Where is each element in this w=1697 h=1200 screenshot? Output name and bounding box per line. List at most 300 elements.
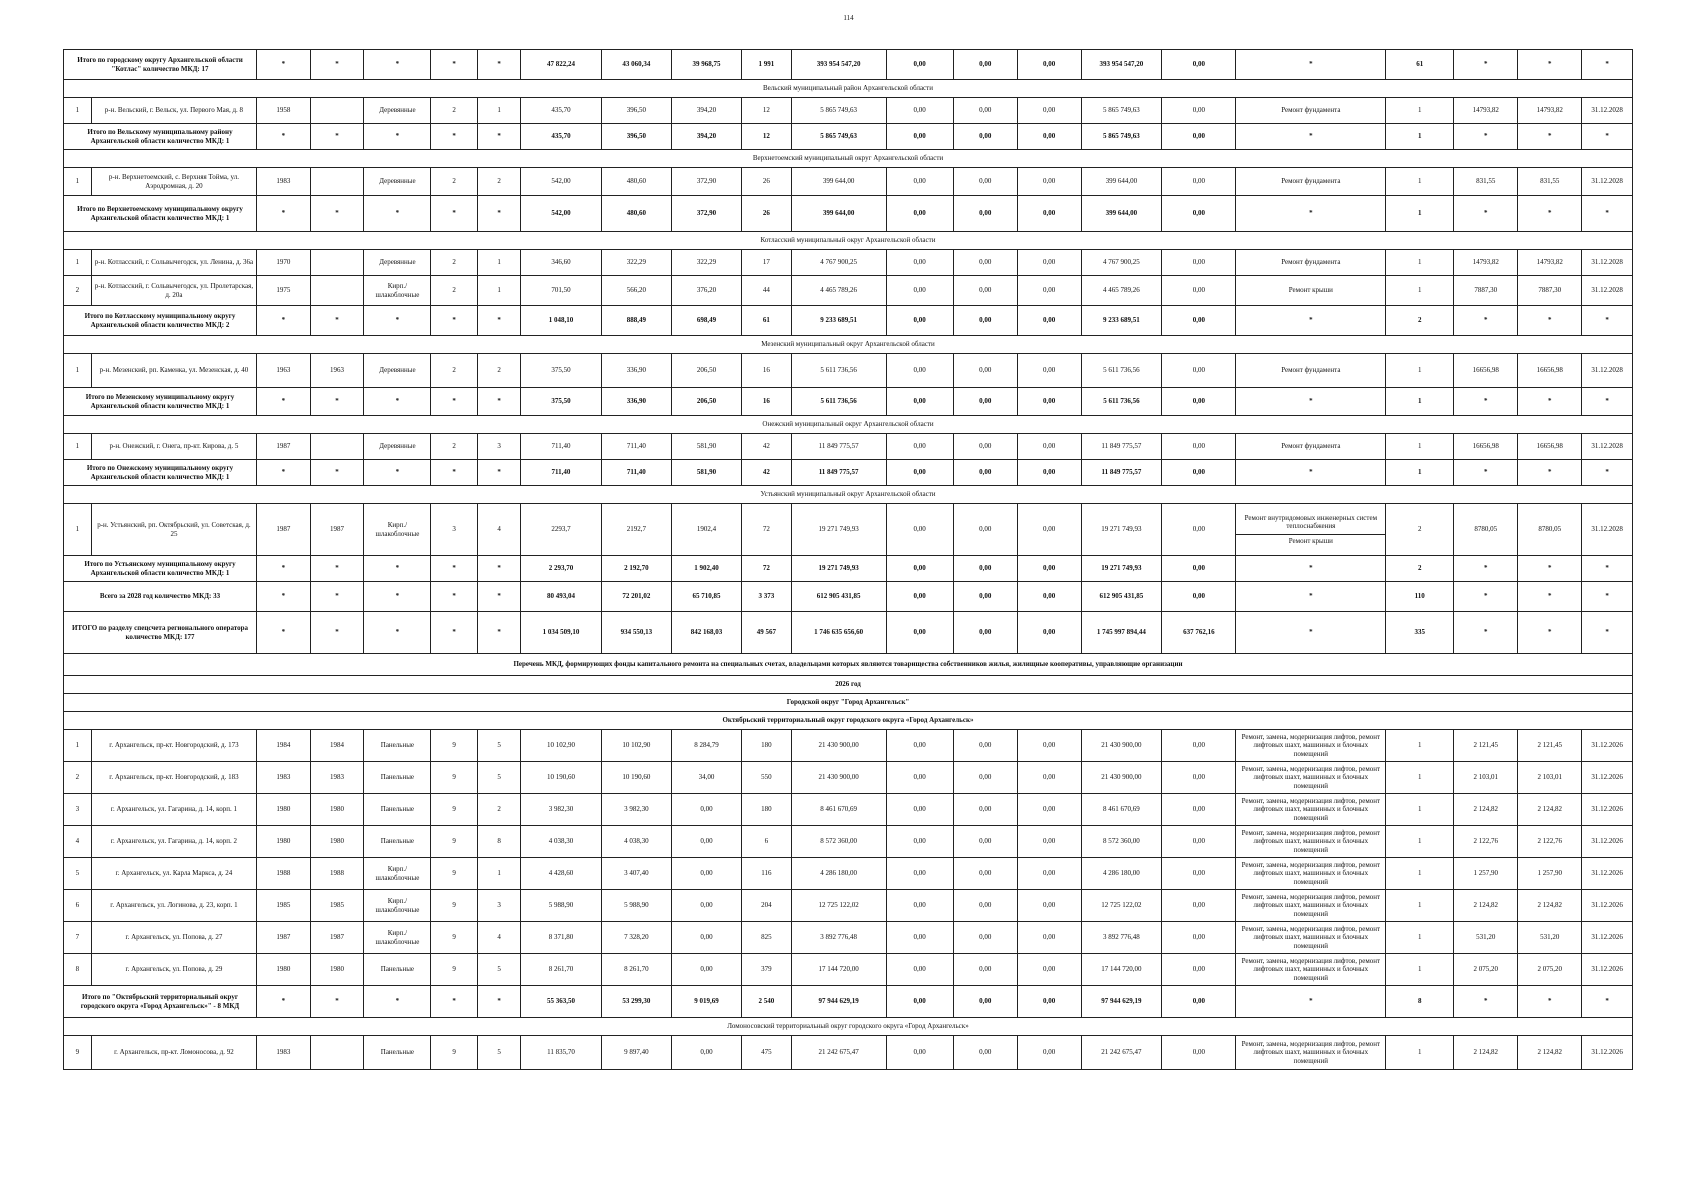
cell: *	[1582, 460, 1633, 486]
cell: 1980	[257, 954, 311, 986]
cell: 1 257,90	[1454, 858, 1518, 890]
cell: 322,29	[601, 250, 671, 276]
cell: *	[310, 388, 364, 416]
section-header	[64, 654, 1633, 676]
table-row	[64, 98, 1633, 124]
cell: 4 038,30	[521, 826, 602, 858]
cell: 825	[742, 922, 792, 954]
cell: 2 075,20	[1454, 954, 1518, 986]
section-header	[64, 336, 1633, 354]
cell: 206,50	[671, 354, 741, 388]
cell: 1983	[257, 168, 311, 196]
cell: 2 124,82	[1454, 794, 1518, 826]
cell: 31.12.2028	[1582, 504, 1633, 556]
cell: 6	[742, 826, 792, 858]
section-title: Котласский муниципальный округ Архангельской области	[64, 232, 1633, 250]
cell: 6	[64, 890, 92, 922]
cell: *	[1518, 612, 1582, 654]
cell: 1	[1386, 434, 1454, 460]
address-cell: р-н. Устьянский, рп. Октябрьский, ул. Советская, д. 25	[91, 504, 256, 556]
cell: 0,00	[886, 1036, 953, 1070]
cell: 9	[431, 890, 477, 922]
cell: 8	[64, 954, 92, 986]
cell: 2	[1386, 504, 1454, 556]
cell: *	[310, 306, 364, 336]
work-cell: Ремонт, замена, модернизация лифтов, ремонт лифтовых шахт, машинных и блочных помещений	[1236, 890, 1386, 922]
cell: 2 103,01	[1454, 762, 1518, 794]
table-row	[64, 794, 1633, 826]
cell: 2	[477, 354, 520, 388]
cell: Панельные	[364, 794, 431, 826]
cell: 0,00	[953, 730, 1017, 762]
cell: *	[1454, 124, 1518, 150]
cell: *	[257, 986, 311, 1018]
address-cell: г. Архангельск, ул. Логинова, д. 23, корп. 1	[91, 890, 256, 922]
work-cell: Ремонт, замена, модернизация лифтов, ремонт лифтовых шахт, машинных и блочных помещений	[1236, 730, 1386, 762]
cell: 3 982,30	[521, 794, 602, 826]
cell: 322,29	[671, 250, 741, 276]
cell: 4 428,60	[521, 858, 602, 890]
cell: 21 242 675,47	[1081, 1036, 1162, 1070]
cell: 43 060,34	[601, 50, 671, 80]
section-header	[64, 712, 1633, 730]
total-row	[64, 196, 1633, 232]
cell: 375,50	[521, 354, 602, 388]
cell: 2	[1386, 306, 1454, 336]
cell: *	[431, 460, 477, 486]
table-row	[64, 954, 1633, 986]
cell: 5 988,90	[521, 890, 602, 922]
cell: 19 271 749,93	[1081, 504, 1162, 556]
cell: 0,00	[953, 50, 1017, 80]
cell: 1	[1386, 890, 1454, 922]
cell: 1902,4	[671, 504, 741, 556]
cell: 0,00	[953, 556, 1017, 582]
cell: 39 968,75	[671, 50, 741, 80]
cell: 5	[64, 858, 92, 890]
cell: 11 849 775,57	[1081, 434, 1162, 460]
cell: 5 611 736,56	[1081, 354, 1162, 388]
cell: 0,00	[1162, 504, 1236, 556]
cell: *	[1518, 388, 1582, 416]
cell: *	[1236, 612, 1386, 654]
cell: 542,00	[521, 196, 602, 232]
cell: 0,00	[1017, 196, 1081, 232]
work-cell: Ремонт фундамента	[1236, 250, 1386, 276]
cell: 65 710,85	[671, 582, 741, 612]
section-title: Онежский муниципальный округ Архангельской области	[64, 416, 1633, 434]
cell: 0,00	[1017, 250, 1081, 276]
cell: 0,00	[1162, 250, 1236, 276]
cell: 1988	[310, 858, 364, 890]
cell: 1	[1386, 98, 1454, 124]
cell: 16	[742, 388, 792, 416]
capital-repair-register-table	[63, 49, 1633, 1070]
cell: *	[1236, 388, 1386, 416]
cell: 1984	[257, 730, 311, 762]
address-cell: р-н. Мезенский, рп. Каменка, ул. Мезенская, д. 40	[91, 354, 256, 388]
cell: *	[431, 196, 477, 232]
cell: *	[310, 582, 364, 612]
cell: Кирп./ шлакоблочные	[364, 858, 431, 890]
cell: 711,40	[521, 460, 602, 486]
cell: 16656,98	[1518, 354, 1582, 388]
table-row	[64, 168, 1633, 196]
cell: *	[431, 582, 477, 612]
cell: 4 767 900,25	[791, 250, 886, 276]
table-row	[64, 504, 1633, 556]
cell: *	[477, 124, 520, 150]
total-row	[64, 556, 1633, 582]
cell: 5 611 736,56	[791, 388, 886, 416]
cell: *	[477, 306, 520, 336]
cell: 0,00	[1162, 794, 1236, 826]
cell: 10 102,90	[601, 730, 671, 762]
work-cell: Ремонт, замена, модернизация лифтов, ремонт лифтовых шахт, машинных и блочных помещений	[1236, 858, 1386, 890]
section-header	[64, 416, 1633, 434]
cell: 711,40	[601, 434, 671, 460]
cell: 888,49	[601, 306, 671, 336]
cell: 0,00	[953, 612, 1017, 654]
cell: 12 725 122,02	[791, 890, 886, 922]
table-row	[64, 354, 1633, 388]
cell: 1 034 509,10	[521, 612, 602, 654]
cell: 1987	[257, 922, 311, 954]
cell: 8780,05	[1454, 504, 1518, 556]
cell: 480,60	[601, 168, 671, 196]
cell: 26	[742, 196, 792, 232]
cell: 11 849 775,57	[1081, 460, 1162, 486]
cell: *	[477, 388, 520, 416]
cell: 0,00	[1162, 556, 1236, 582]
cell: 0,00	[1162, 460, 1236, 486]
cell: 0,00	[1017, 922, 1081, 954]
cell: 14793,82	[1454, 250, 1518, 276]
cell: 0,00	[1017, 460, 1081, 486]
cell: 3 407,40	[601, 858, 671, 890]
cell: *	[431, 556, 477, 582]
cell: 0,00	[1017, 434, 1081, 460]
cell: Панельные	[364, 1036, 431, 1070]
cell: 97 944 629,19	[1081, 986, 1162, 1018]
work-cell: Ремонт фундамента	[1236, 354, 1386, 388]
cell: 1	[64, 354, 92, 388]
cell: 11 849 775,57	[791, 434, 886, 460]
cell: *	[1518, 556, 1582, 582]
cell: 0,00	[1017, 98, 1081, 124]
cell: 3 892 776,48	[791, 922, 886, 954]
cell: 2	[477, 794, 520, 826]
cell: 1	[1386, 460, 1454, 486]
cell: 1985	[310, 890, 364, 922]
cell: 0,00	[953, 434, 1017, 460]
cell: 2 124,82	[1454, 1036, 1518, 1070]
cell: 0,00	[1017, 612, 1081, 654]
cell: *	[431, 124, 477, 150]
cell: *	[1582, 986, 1633, 1018]
cell: 2	[64, 276, 92, 306]
section-title: Перечень МКД, формирующих фонды капитального ремонта на специальных счетах, владельцами которых являются товарищества собственников жилья, жилищные кооперативы, управляющие организации	[64, 654, 1633, 676]
cell: 9	[431, 762, 477, 794]
cell: 1	[1386, 354, 1454, 388]
cell: 21 430 900,00	[791, 762, 886, 794]
total-row	[64, 460, 1633, 486]
cell: 1975	[257, 276, 311, 306]
cell	[310, 434, 364, 460]
cell: *	[477, 556, 520, 582]
cell: 0,00	[886, 460, 953, 486]
cell: *	[310, 460, 364, 486]
cell: 542,00	[521, 168, 602, 196]
cell: *	[1236, 306, 1386, 336]
cell: *	[257, 50, 311, 80]
cell: *	[364, 612, 431, 654]
cell: 8 461 670,69	[791, 794, 886, 826]
cell: 31.12.2026	[1582, 890, 1633, 922]
table-row	[64, 276, 1633, 306]
cell: 0,00	[886, 276, 953, 306]
cell: 0,00	[886, 762, 953, 794]
cell: 42	[742, 460, 792, 486]
cell: 1 257,90	[1518, 858, 1582, 890]
cell: 0,00	[886, 306, 953, 336]
cell: 396,50	[601, 124, 671, 150]
cell: 0,00	[886, 858, 953, 890]
section-header	[64, 486, 1633, 504]
cell: 0,00	[953, 826, 1017, 858]
table-row	[64, 826, 1633, 858]
cell	[310, 168, 364, 196]
cell: 0,00	[1162, 196, 1236, 232]
cell: *	[477, 50, 520, 80]
cell: Деревянные	[364, 434, 431, 460]
cell: *	[1454, 50, 1518, 80]
cell: 0,00	[1162, 168, 1236, 196]
cell: *	[477, 582, 520, 612]
cell: 4 767 900,25	[1081, 250, 1162, 276]
cell: 0,00	[1162, 730, 1236, 762]
cell: *	[1582, 50, 1633, 80]
cell: 435,70	[521, 124, 602, 150]
cell: 1963	[257, 354, 311, 388]
cell: 5 611 736,56	[791, 354, 886, 388]
table-row	[64, 434, 1633, 460]
cell: 0,00	[886, 922, 953, 954]
cell: *	[1518, 986, 1582, 1018]
cell: 5	[477, 1036, 520, 1070]
cell: *	[310, 612, 364, 654]
total-label: Итого по Верхнетоемскому муниципальному округу Архангельской области количество МКД: 1	[64, 196, 257, 232]
cell: 31.12.2026	[1582, 762, 1633, 794]
cell: 2192,7	[601, 504, 671, 556]
cell: 0,00	[1162, 50, 1236, 80]
cell: *	[364, 306, 431, 336]
cell: 2	[431, 168, 477, 196]
cell: 1	[477, 276, 520, 306]
cell: 31.12.2028	[1582, 354, 1633, 388]
cell: *	[431, 612, 477, 654]
cell: 49 567	[742, 612, 792, 654]
cell: 2 192,70	[601, 556, 671, 582]
cell: 2	[431, 98, 477, 124]
address-cell: г. Архангельск, пр-кт. Новгородский, д. 173	[91, 730, 256, 762]
cell: 1	[1386, 826, 1454, 858]
work-cell: Ремонт, замена, модернизация лифтов, ремонт лифтовых шахт, машинных и блочных помещений	[1236, 826, 1386, 858]
cell: 2 124,82	[1454, 890, 1518, 922]
cell: 0,00	[953, 582, 1017, 612]
cell: 9	[431, 922, 477, 954]
cell: *	[257, 306, 311, 336]
cell: 2 122,76	[1518, 826, 1582, 858]
address-cell: р-н. Онежский, г. Онега, пр-кт. Кирова, д. 5	[91, 434, 256, 460]
cell: 0,00	[1162, 354, 1236, 388]
work-item: Ремонт внутридомовых инженерных систем теплоснабжения	[1244, 513, 1378, 530]
cell	[310, 250, 364, 276]
total-label: Итого по Устьянскому муниципальному округу Архангельской области количество МКД: 1	[64, 556, 257, 582]
cell: 5	[477, 730, 520, 762]
section-header	[64, 150, 1633, 168]
cell: *	[1518, 582, 1582, 612]
cell: 0,00	[1017, 556, 1081, 582]
cell: 204	[742, 890, 792, 922]
cell: 17 144 720,00	[1081, 954, 1162, 986]
cell: 0,00	[953, 276, 1017, 306]
cell: *	[310, 986, 364, 1018]
cell: 1	[1386, 858, 1454, 890]
cell: 0,00	[1017, 276, 1081, 306]
cell: *	[1582, 306, 1633, 336]
total-row	[64, 986, 1633, 1018]
cell: 1980	[257, 794, 311, 826]
cell: *	[1518, 50, 1582, 80]
cell: *	[1236, 582, 1386, 612]
cell: 16656,98	[1454, 434, 1518, 460]
section-title: Ломоносовский территориальный округ городского округа «Город Архангельск»	[64, 1018, 1633, 1036]
cell: 1	[1386, 388, 1454, 416]
cell: 3 982,30	[601, 794, 671, 826]
total-row	[64, 306, 1633, 336]
cell: 0,00	[1017, 306, 1081, 336]
address-cell: г. Архангельск, ул. Попова, д. 27	[91, 922, 256, 954]
cell: 0,00	[886, 388, 953, 416]
cell: 0,00	[886, 730, 953, 762]
cell: 701,50	[521, 276, 602, 306]
cell: *	[257, 388, 311, 416]
table-row	[64, 858, 1633, 890]
cell: 0,00	[1162, 434, 1236, 460]
total-row	[64, 388, 1633, 416]
cell: 1985	[257, 890, 311, 922]
cell	[310, 276, 364, 306]
section-title: Октябрьский территориальный округ городского округа «Город Архангельск»	[64, 712, 1633, 730]
cell: 0,00	[953, 388, 1017, 416]
cell: Панельные	[364, 954, 431, 986]
cell: 711,40	[521, 434, 602, 460]
cell: *	[257, 460, 311, 486]
cell: 0,00	[953, 460, 1017, 486]
cell: Кирп./ шлакоблочные	[364, 922, 431, 954]
cell: 10 102,90	[521, 730, 602, 762]
cell: 2 121,45	[1454, 730, 1518, 762]
cell: 0,00	[886, 50, 953, 80]
cell: 0,00	[953, 504, 1017, 556]
cell: 3 373	[742, 582, 792, 612]
cell: *	[1518, 460, 1582, 486]
cell: 55 363,50	[521, 986, 602, 1018]
cell: 21 430 900,00	[791, 730, 886, 762]
cell: 21 430 900,00	[1081, 762, 1162, 794]
cell: 0,00	[953, 196, 1017, 232]
cell: *	[1236, 460, 1386, 486]
cell: 0,00	[1017, 986, 1081, 1018]
cell: 7887,30	[1518, 276, 1582, 306]
cell: 4	[477, 504, 520, 556]
cell: 19 271 749,93	[791, 504, 886, 556]
section-header	[64, 1018, 1633, 1036]
cell: *	[1454, 196, 1518, 232]
cell: 831,55	[1454, 168, 1518, 196]
cell: 31.12.2028	[1582, 98, 1633, 124]
total-label: Итого по городскому округу Архангельской области "Котлас" количество МКД: 17	[64, 50, 257, 80]
cell: 0,00	[953, 250, 1017, 276]
cell: 0,00	[886, 794, 953, 826]
cell: 2	[431, 434, 477, 460]
cell: 1 746 635 656,60	[791, 612, 886, 654]
cell: *	[1236, 50, 1386, 80]
table-row	[64, 890, 1633, 922]
cell: *	[257, 582, 311, 612]
address-cell: г. Архангельск, ул. Попова, д. 29	[91, 954, 256, 986]
cell: 0,00	[953, 1036, 1017, 1070]
cell: 44	[742, 276, 792, 306]
work-cell: Ремонт, замена, модернизация лифтов, ремонт лифтовых шахт, машинных и блочных помещений	[1236, 1036, 1386, 1070]
cell: 0,00	[1017, 168, 1081, 196]
cell: 0,00	[1017, 388, 1081, 416]
cell: 1	[477, 98, 520, 124]
cell: 1	[1386, 1036, 1454, 1070]
cell	[310, 98, 364, 124]
cell: 2 540	[742, 986, 792, 1018]
cell: 3	[64, 794, 92, 826]
cell: 31.12.2026	[1582, 730, 1633, 762]
cell: 0,00	[953, 954, 1017, 986]
cell: 5 865 749,63	[1081, 124, 1162, 150]
cell: 0,00	[953, 890, 1017, 922]
cell: 396,50	[601, 98, 671, 124]
cell: 16656,98	[1518, 434, 1582, 460]
work-cell: Ремонт, замена, модернизация лифтов, ремонт лифтовых шахт, машинных и блочных помещений	[1236, 954, 1386, 986]
cell: *	[1582, 196, 1633, 232]
cell: 0,00	[886, 250, 953, 276]
cell: 1 902,40	[671, 556, 741, 582]
cell: 61	[1386, 50, 1454, 80]
cell: 1	[477, 858, 520, 890]
cell: 0,00	[1017, 954, 1081, 986]
cell: 612 905 431,85	[791, 582, 886, 612]
cell: 61	[742, 306, 792, 336]
cell: 1980	[310, 954, 364, 986]
cell: 711,40	[601, 460, 671, 486]
cell: 0,00	[671, 922, 741, 954]
cell: 0,00	[671, 1036, 741, 1070]
cell: 1	[1386, 250, 1454, 276]
cell: 0,00	[671, 954, 741, 986]
cell: 0,00	[886, 98, 953, 124]
cell: 2 103,01	[1518, 762, 1582, 794]
cell: 9	[431, 954, 477, 986]
cell: *	[431, 388, 477, 416]
cell: 0,00	[953, 986, 1017, 1018]
